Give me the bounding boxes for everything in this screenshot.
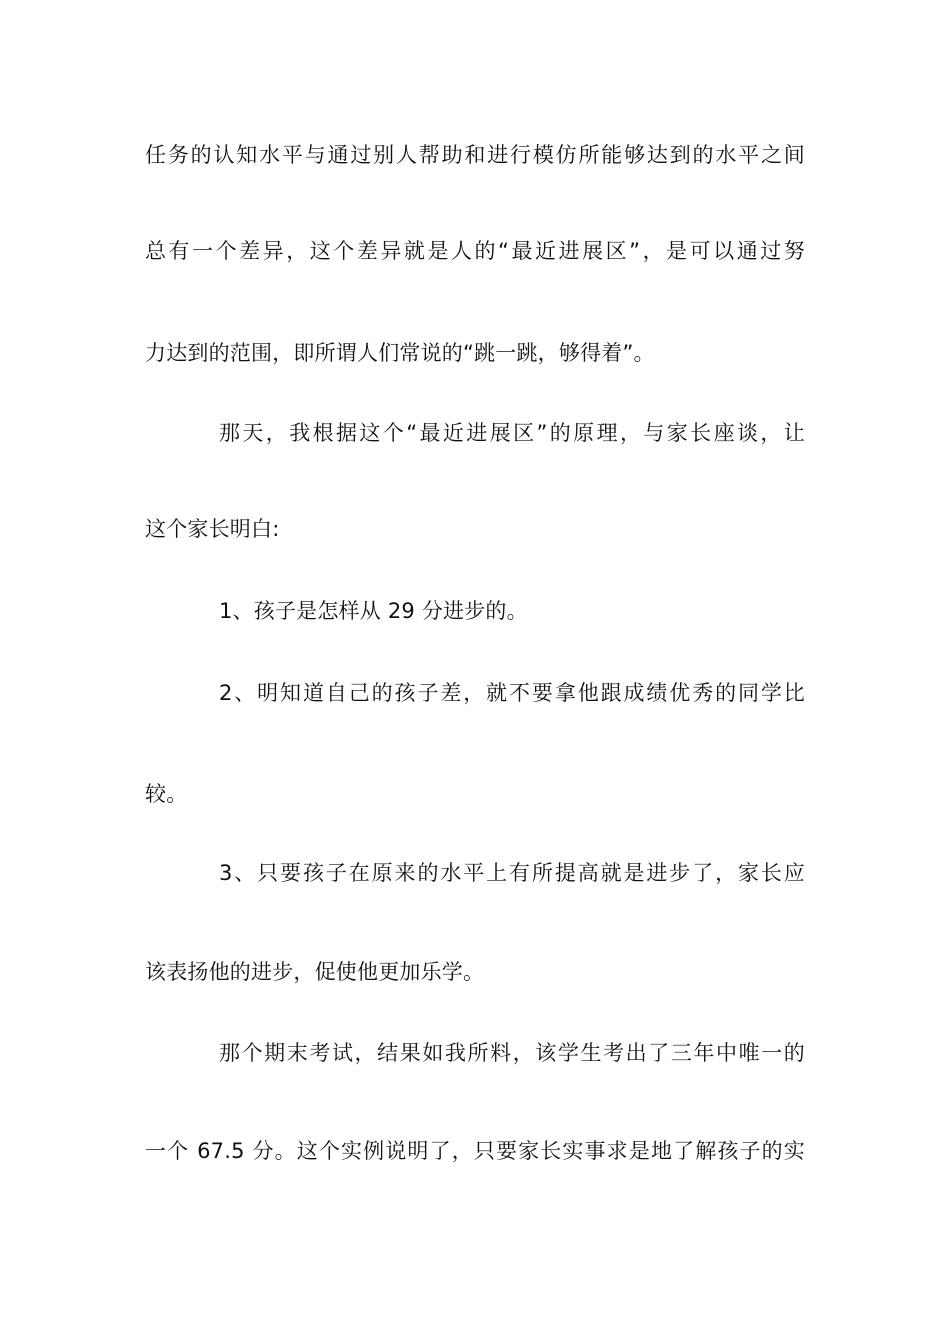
list-item-3: 3、只要孩子在原来的水平上有所提高就是进步了，家长应 xyxy=(219,861,805,885)
paragraph-line: 一个 67.5 分。这个实例说明了，只要家长实事求是地了解孩子的实 xyxy=(145,1139,805,1163)
paragraph-line: 任务的认知水平与通过别人帮助和进行模仿所能够达到的水平之间 xyxy=(145,143,805,167)
list-item-1: 1、孩子是怎样从 29 分进步的。 xyxy=(219,599,528,623)
paragraph-line: 那个期末考试，结果如我所料，该学生考出了三年中唯一的 xyxy=(219,1041,805,1065)
paragraph-line: 总有一个差异，这个差异就是人的“最近进展区”，是可以通过努 xyxy=(145,239,805,263)
list-item-2: 2、明知道自己的孩子差，就不要拿他跟成绩优秀的同学比 xyxy=(219,681,805,705)
paragraph-line: 较。 xyxy=(145,782,188,806)
paragraph-line: 该表扬他的进步，促使他更加乐学。 xyxy=(145,960,485,984)
paragraph-line: 这个家长明白: xyxy=(145,517,280,541)
paragraph-line: 那天，我根据这个“最近进展区”的原理，与家长座谈，让 xyxy=(219,421,805,445)
paragraph-line: 力达到的范围，即所谓人们常说的“跳一跳，够得着”。 xyxy=(145,341,655,365)
